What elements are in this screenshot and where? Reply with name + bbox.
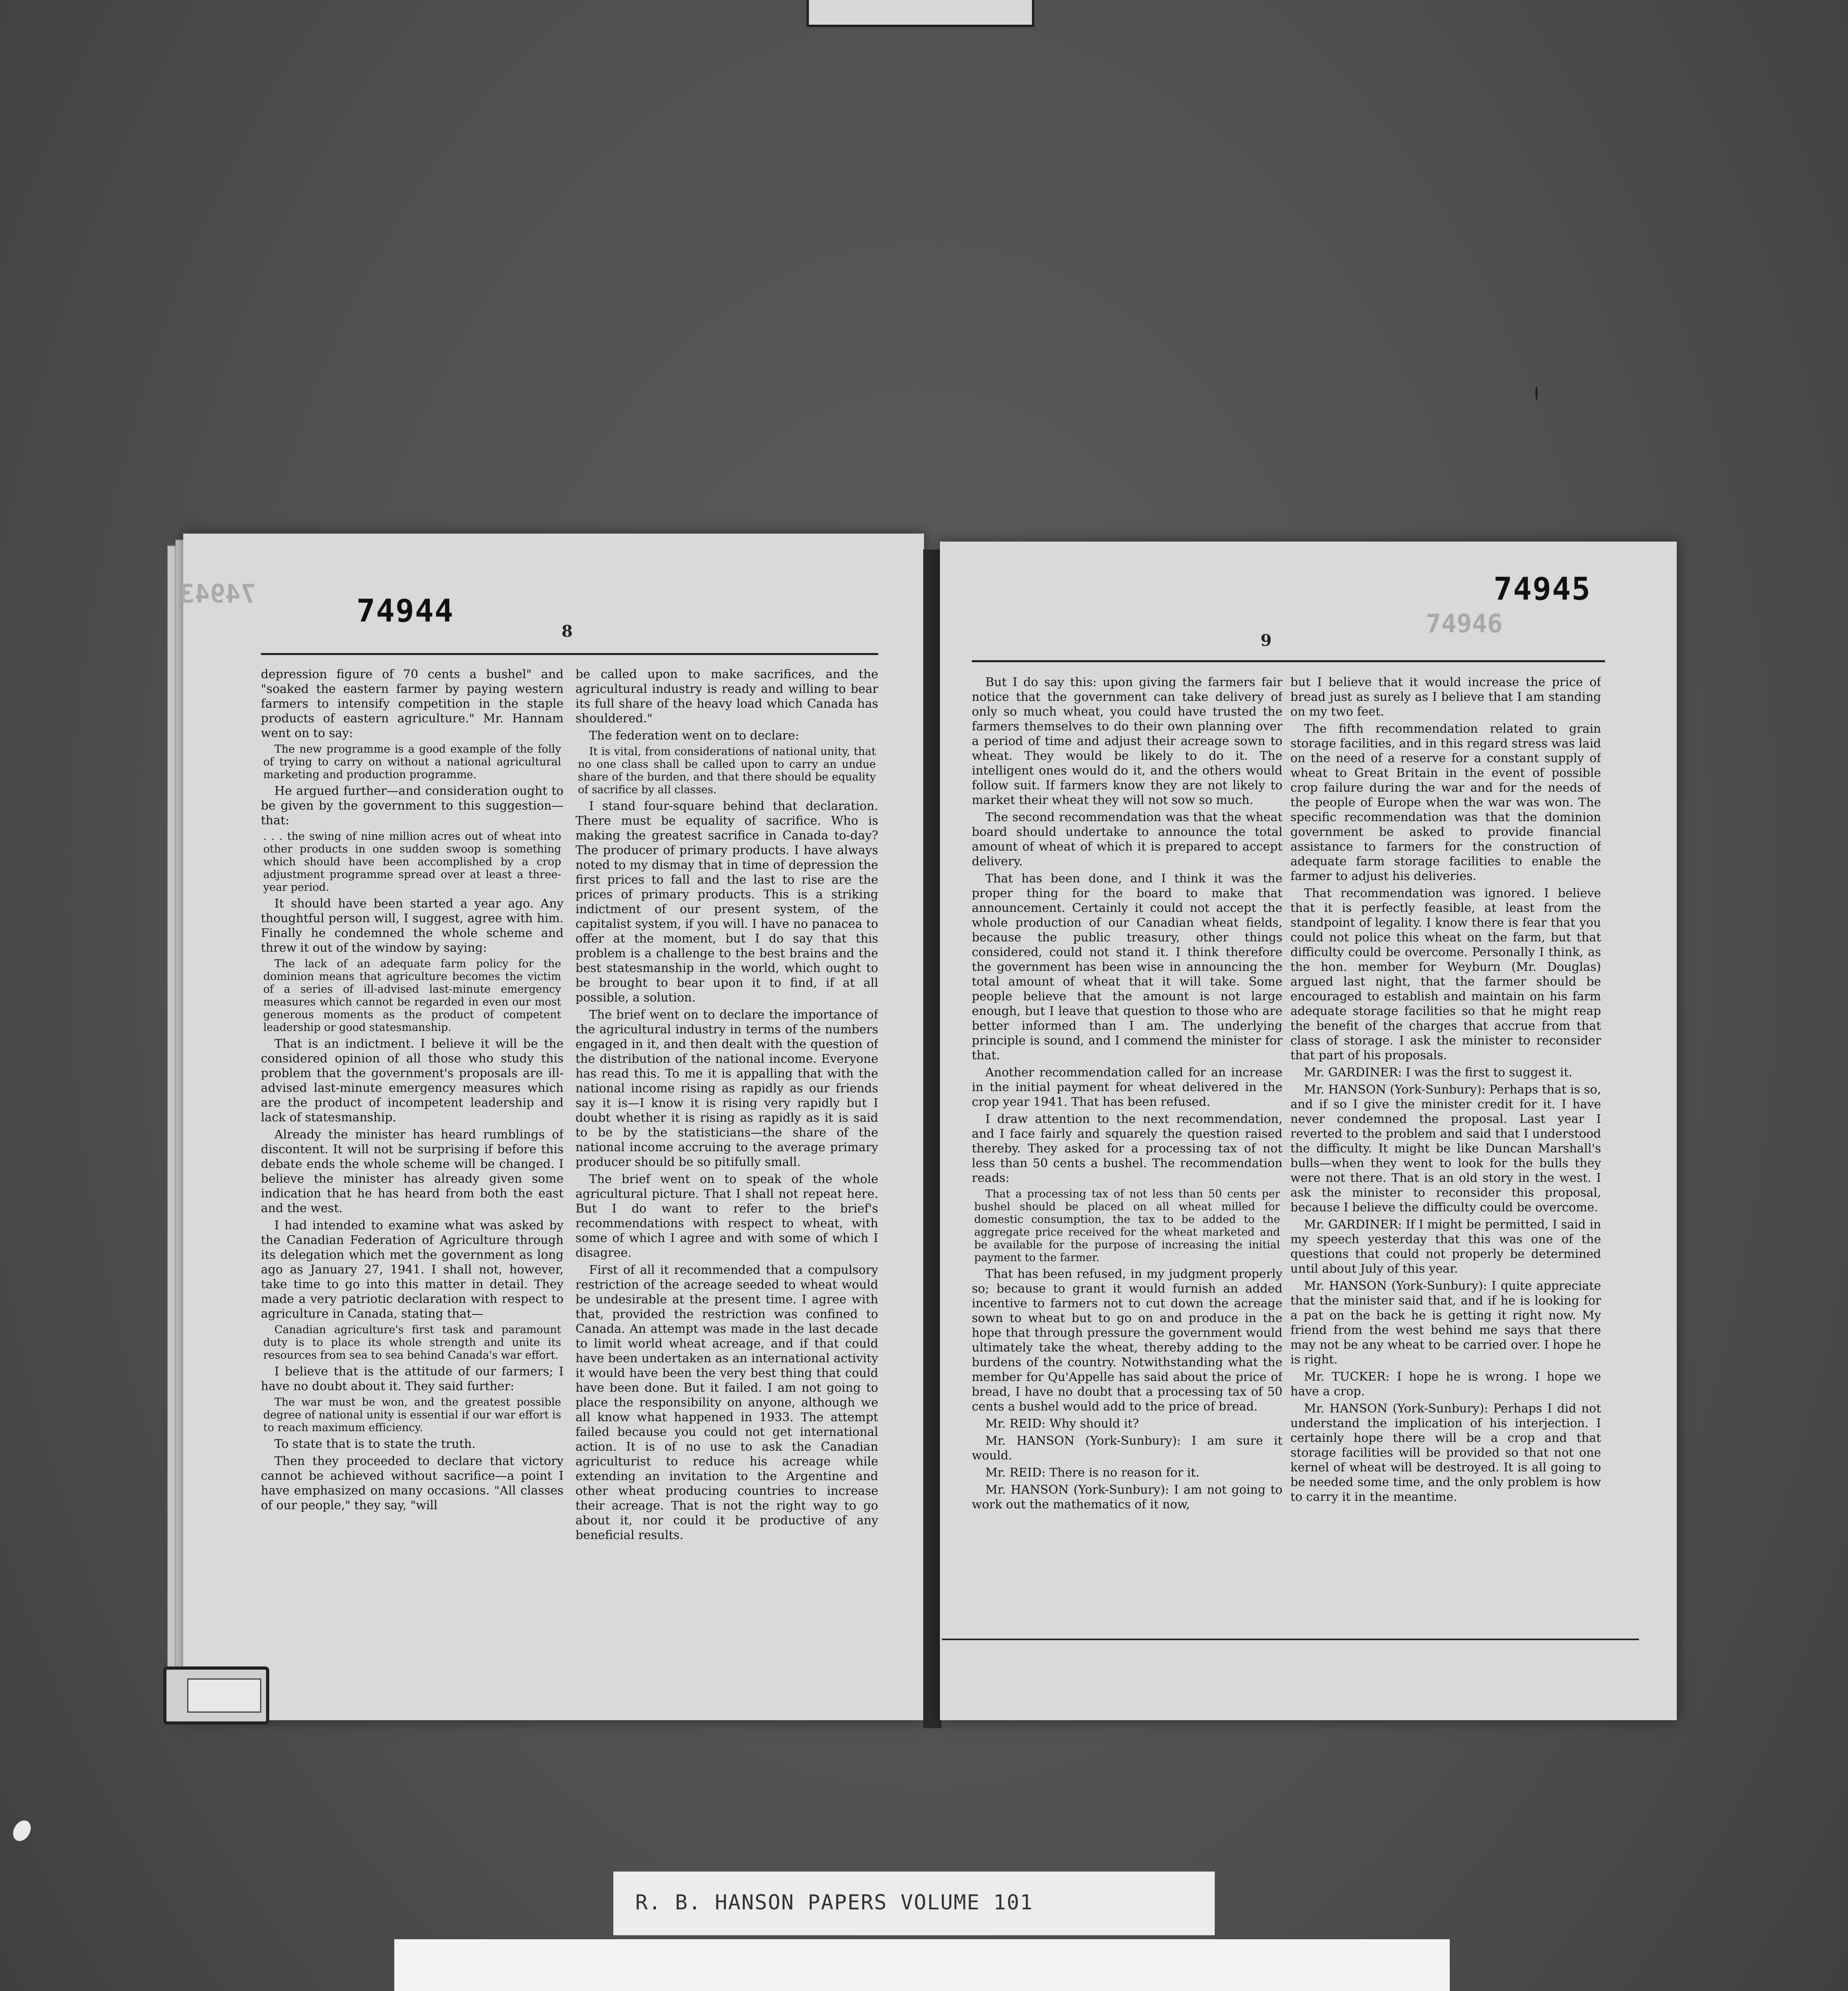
paragraph: Already the minister has heard rumblings of discontent. It will not be surprising if before this debate ends the whole scheme will be changed. I believe the minister has already given some indication that he has heard from both the east and the west. <box>261 1128 564 1215</box>
right-page <box>940 542 1677 1720</box>
paragraph: He argued further—and consideration ought to be given by the government to this suggestion—that: <box>261 784 564 827</box>
paragraph: But I do say this: upon giving the farmers fair notice that the government can take delivery of only so much wheat, you could have trusted the farmers themselves to do their own planning over a period of time and adjust their acreage sown to wheat. They would be likely to do it. The intelligent ones would do it, and the others would follow suit. If farmers know they are not likely to market their wheat they will not sow so much. <box>972 675 1282 807</box>
right-column-2 <box>1290 675 1601 1631</box>
paragraph: The second recommendation was that the wheat board should undertake to announce the total amount of wheat of which it is prepared to accept delivery. <box>972 810 1282 868</box>
page-number-left: 8 <box>562 622 573 641</box>
paragraph: Mr. TUCKER: I hope he is wrong. I hope we have a crop. <box>1290 1370 1601 1398</box>
folio-stamp-right: 74945 <box>1494 571 1591 607</box>
paragraph: The brief went on to speak of the whole agricultural picture. That I shall not repeat here. But I do want to refer to the brief's recommendations with respect to wheat, with some of which I agree and with some of which I disagree. <box>576 1172 878 1260</box>
quoted-paragraph: . . . the swing of nine million acres out of wheat into other products in one sudden swoop is something which should have been accomplished by a crop adjustment programme spread over at least a three-year period. <box>263 830 561 894</box>
paragraph: Mr. HANSON (York-Sunbury): Perhaps I did not understand the implication of his interjection. I certainly hope there will be a crop and that storage facilities will be provided so that not one kernel of wheat will be destroyed. It is all going to be needed some time, and the only problem is how to carry it in the meantime. <box>1290 1402 1601 1504</box>
paragraph: That has been done, and I think it was the proper thing for the board to make that announcement. Certainly it could not accept the whole production of our Canadian wheat fields, because the public treasury, other things considered, could not stand it. I think therefore the government has been wise in announcing the total amount of wheat that it will take. Some people believe that the amount is not large enough, but I leave that question to those who are better informed than I am. The underlying principle is sound, and I commend the minister for that. <box>972 872 1282 1062</box>
paragraph: Mr. HANSON (York-Sunbury): I am not going to work out the mathematics of it now, <box>972 1483 1282 1512</box>
paragraph: Another recommendation called for an increase in the initial payment for wheat delivered in the crop year 1941. That has been refused. <box>972 1066 1282 1109</box>
binder-clip-plate <box>187 1678 261 1713</box>
volume-label-text: R. B. HANSON PAPERS VOLUME 101 <box>635 1891 1034 1915</box>
folio-stamp-left: 74944 <box>356 593 454 629</box>
volume-label <box>613 1872 1215 1935</box>
quoted-paragraph: Canadian agriculture's first task and paramount duty is to place its whole strength and unite its resources from sea to sea behind Canada's war effort. <box>263 1324 561 1361</box>
right-column-1 <box>972 675 1282 1631</box>
quoted-paragraph: The lack of an adequate farm policy for the dominion means that agriculture becomes the victim of a series of ill-advised last-minute emergency measures which cannot be regarded in even our most generous moments as the product of competent leadership or good statesmanship. <box>263 958 561 1034</box>
book-spine <box>923 550 942 1728</box>
quoted-paragraph: The war must be won, and the greatest possible degree of national unity is essential if our war effort is to reach maximum efficiency. <box>263 1396 561 1434</box>
film-speck <box>1535 386 1538 401</box>
paragraph: Mr. REID: Why should it? <box>985 1417 1139 1431</box>
paragraph: The fifth recommendation related to grain storage facilities, and in this regard stress was laid on the need of a reserve for a constant supply of wheat to Great Britain in the event of possible crop failure during the war and for the needs of the people of Europe when the war was won. The specific recommendation was that the dominion government be asked to provide financial assistance to farmers for the construction of adequate farm storage facilities to enable the farmer to adjust his deliveries. <box>1290 722 1601 883</box>
header-rule <box>261 653 878 655</box>
page-number-right: 9 <box>1261 631 1272 650</box>
paragraph: Mr. REID: There is no reason for it. <box>985 1466 1200 1480</box>
paragraph: It should have been started a year ago. Any thoughtful person will, I suggest, agree with him. Finally he condemned the whole scheme and threw it out of the window by saying: <box>261 897 564 955</box>
bottom-rule <box>942 1639 1639 1640</box>
paragraph: Mr. GARDINER: If I might be permitted, I said in my speech yesterday that this was one of the questions that could not properly be determined until about July of this year. <box>1290 1218 1601 1276</box>
paragraph: That is an indictment. I believe it will be the considered opinion of all those who study this problem that the government's proposals are ill-advised last-minute emergency measures which are the product of incompetent leadership and lack of statesmanship. <box>261 1037 564 1125</box>
quoted-paragraph: That a processing tax of not less than 50 cents per bushel should be placed on all wheat milled for domestic consumption, the tax to be added to the aggregate price received for the wheat marketed and be available for the purpose of increasing the initial payment to the farmer. <box>974 1188 1280 1264</box>
left-column-2 <box>576 667 878 1655</box>
paragraph: Mr. HANSON (York-Sunbury): Perhaps that is so, and if so I give the minister credit for it. I have never condemned the proposal. Last year I reverted to the problem and said that I understood the difficulty. It might be like Duncan Marshall's bulls—when they went to look for the bulls they were not there. That is an old story in the west. I ask the minister to reconsider this proposal, because I believe the difficulty could be overcome. <box>1290 1083 1601 1215</box>
paragraph: The federation went on to declare: <box>589 729 799 743</box>
paragraph: The brief went on to declare the importance of the agricultural industry in terms of the numbers engaged in it, and then dealt with the question of the distribution of the national income. Everyone has read this. To me it is appalling that with the national income rising as rapidly as our friends say it is—I know it is rising very rapidly but I doubt whether it is rising as rapidly as it is said to be by the statisticians—the share of the national income accruing to the average primary producer should be so pitifully small. <box>576 1008 878 1169</box>
paragraph: I believe that is the attitude of our farmers; I have no doubt about it. They said further: <box>261 1365 564 1393</box>
paragraph: be called upon to make sacrifices, and the agricultural industry is ready and willing to bear its full share of the heavy load which Canada has shouldered." <box>576 667 878 726</box>
paragraph: Mr. HANSON (York-Sunbury): I quite appreciate that the minister said that, and if he is looking for a pat on the back he is getting it right now. My friend from the west behind me says that there may not be any wheat to be carried over. I hope he is right. <box>1290 1279 1601 1367</box>
bleed-through-stamp: 74946 <box>1426 609 1503 639</box>
archive-card <box>394 1939 1450 1991</box>
paragraph: I had intended to examine what was asked by the Canadian Federation of Agriculture through its delegation which met the government as long ago as January 27, 1941. I shall not, however, take time to go into this matter in detail. They made a very patriotic declaration with respect to agriculture in Canada, stating that— <box>261 1218 564 1321</box>
header-rule <box>972 660 1605 662</box>
paragraph: but I believe that it would increase the price of bread just as surely as I believe that I am standing on my two feet. <box>1290 675 1601 719</box>
quoted-paragraph: The new programme is a good example of the folly of trying to carry on without a national agricultural marketing and production programme. <box>263 743 561 781</box>
bleed-through-stamp: 74943 <box>179 579 256 609</box>
left-column-1 <box>261 667 564 1655</box>
paragraph: To state that is to state the truth. <box>274 1437 476 1451</box>
paragraph: I stand four-square behind that declaration. There must be equality of sacrifice. Who is making the greatest sacrifice in Canada to-day? The producer of primary products. I have always noted to my dismay that in time of depression the first prices to fall and the last to rise are the prices of primary products. This is a striking indictment of our present system, of the capitalist system, if you will. I have no panacea to offer at the moment, but I do say that this problem is a challenge to the best brains and the best statesmanship in the world, which ought to be brought to bear upon it to find, if at all possible, a solution. <box>576 799 878 1005</box>
paragraph: Then they proceeded to declare that victory cannot be achieved without sacrifice—a point I have emphasized on many occasions. "All classes of our people," they say, "will <box>261 1454 564 1512</box>
paragraph: I draw attention to the next recommendation, and I face fairly and squarely the question raised thereby. They asked for a processing tax of not less than 50 cents a bushel. The recommendation reads: <box>972 1112 1282 1185</box>
paragraph: That has been refused, in my judgment properly so; because to grant it would furnish an added incentive to farmers not to cut down the acreage sown to wheat but to go on and produce in the hope that through pressure the government would ultimately take the wheat, thereby adding to the burdens of the country. Notwithstanding what the member for Qu'Appelle has said about the price of bread, I have no doubt that a processing tax of 50 cents a bushel would add to the price of bread. <box>972 1267 1282 1414</box>
quoted-paragraph: It is vital, from considerations of national unity, that no one class shall be called upon to carry an undue share of the burden, and that there should be equality of sacrifice by all classes. <box>578 745 876 796</box>
paragraph: That recommendation was ignored. I believe that it is perfectly feasible, at least from the standpoint of legality. I know there is fear that you could not police this wheat on the farm, but that difficulty could be overcome. Personally I think, as the hon. member for Weyburn (Mr. Douglas) argued last night, that the farmer should be encouraged to establish and maintain on his farm adequate storage facilities so that he might reap the benefit of the charges that accrue from that class of storage. I ask the minister to reconsider that part of his proposals. <box>1290 886 1601 1062</box>
paragraph: depression figure of 70 cents a bushel" and "soaked the eastern farmer by paying western farmers to intensify competition in the staple products of eastern agriculture." Mr. Hannam went on to say: <box>261 667 564 740</box>
top-film-strip <box>807 0 1034 27</box>
paragraph: Mr. HANSON (York-Sunbury): I am sure it would. <box>972 1434 1282 1463</box>
left-page <box>179 534 924 1720</box>
paragraph: First of all it recommended that a compulsory restriction of the acreage seeded to wheat would be undesirable at the present time. I agree with that, provided the restriction was confined to Canada. An attempt was made in the last decade to limit world wheat acreage, and if that could have been undertaken as an international activity it would have been the very best thing that could have been done. But it failed. I am not going to place the responsibility on anyone, although we all know what happened in 1933. The attempt failed because you could not get international action. It is of no use to ask the Canadian agriculturist to reduce his acreage while extending an invitation to the Argentine and other wheat producing countries to increase their acreage. That is not the right way to go about it, nor could it be productive of any beneficial results. <box>576 1263 878 1542</box>
paragraph: Mr. GARDINER: I was the first to suggest it. <box>1304 1066 1572 1080</box>
